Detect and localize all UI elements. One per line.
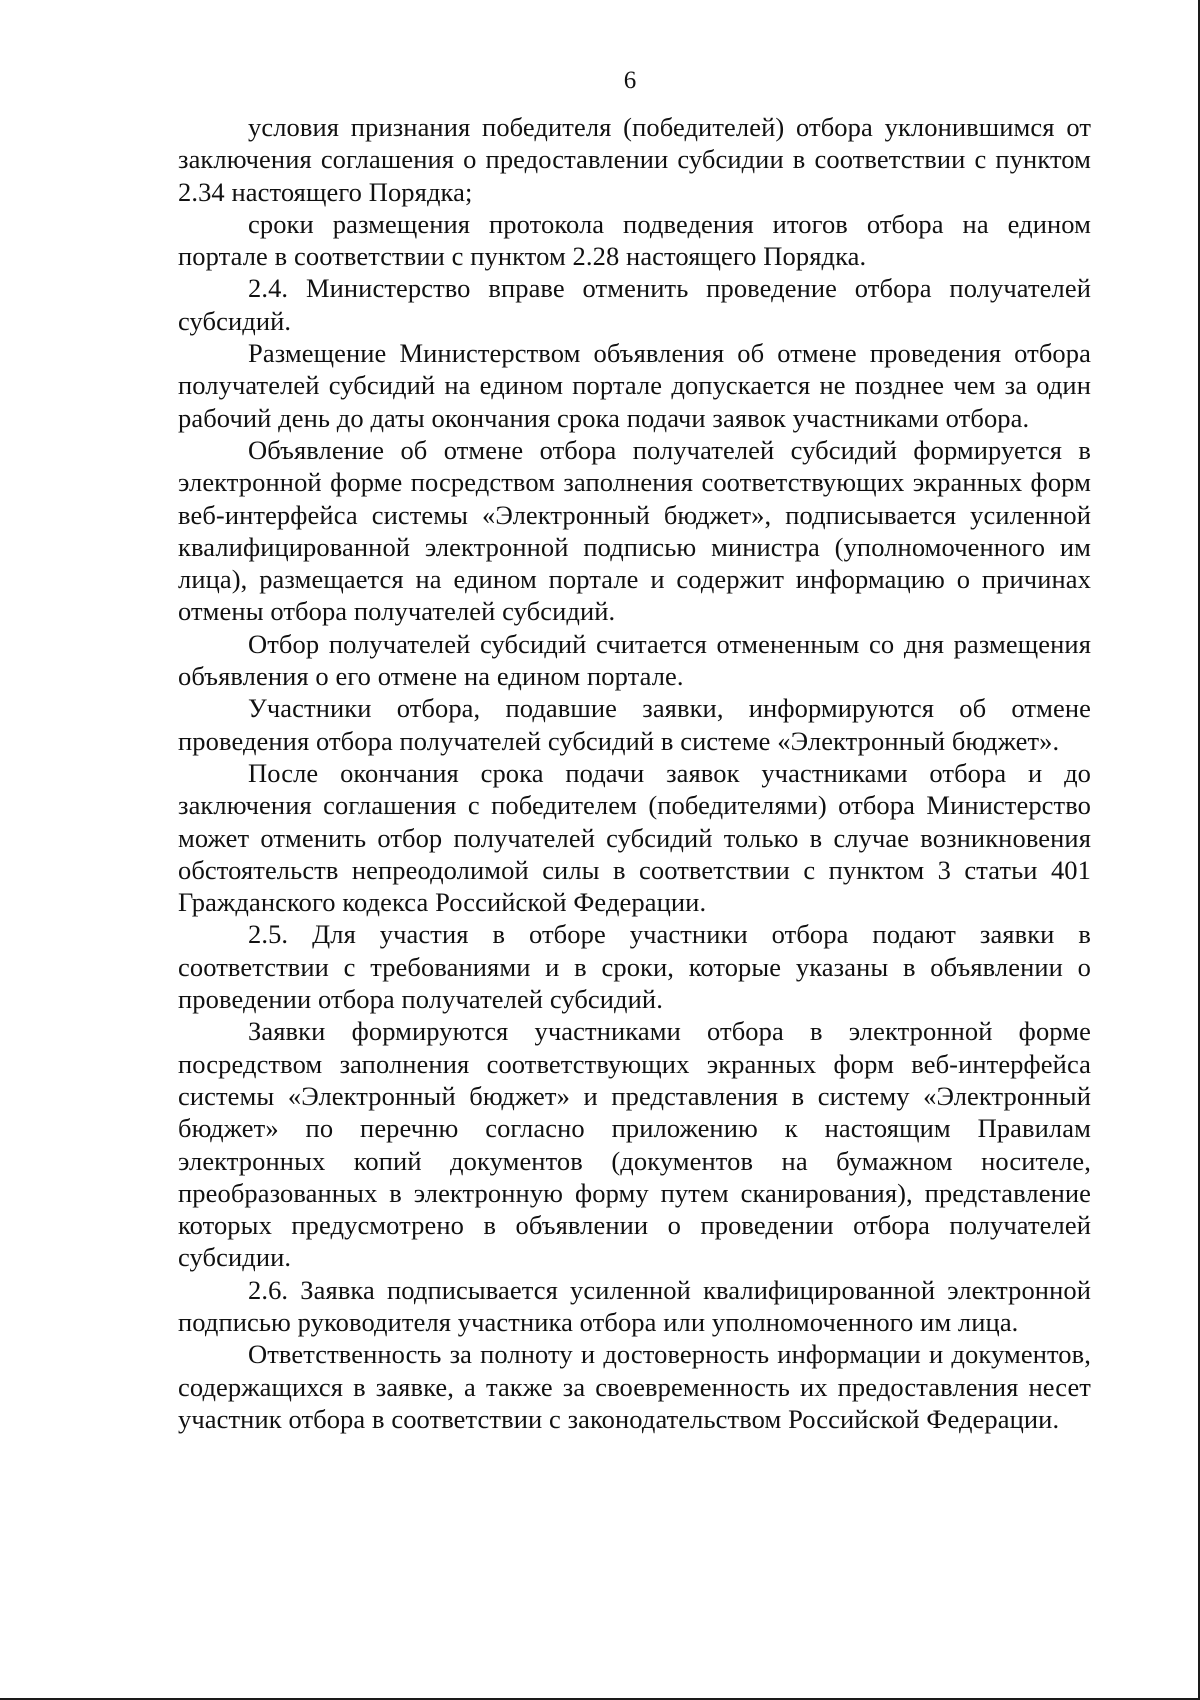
paragraph-cancellation-notice-placement: Размещение Министерством объявления об отмене проведения отбора получателей субсидий на едином портале допускается не позднее чем за один рабочий день до даты окончания срока подачи заявок участниками отбора. xyxy=(178,338,1091,433)
paragraph-cancellation-notice-form: Объявление об отмене отбора получателей субсидий формируется в электронной форме посредством заполнения соответствующих экранных форм веб-интерфейса системы «Электронный бюджет», подписывается усиленной квалифицированной электронной подписью министра (уполномоченного им лица), размещается на едином портале и содержит информацию о причинах отмены отбора получателей субсидий. xyxy=(178,434,1091,627)
document-body xyxy=(178,111,1091,1435)
page-number: 6 xyxy=(623,67,637,94)
paragraph-clause-2-4: 2.4. Министерство вправе отменить проведение отбора получателей субсидий. xyxy=(178,273,1091,336)
paragraph-responsibility: Ответственность за полноту и достоверность информации и документов, содержащихся в заявке, а также за своевременность их предоставления несет участник отбора в соответствии с законодательством Российской Федерации. xyxy=(178,1339,1091,1434)
paragraph-clause-2-5: 2.5. Для участия в отборе участники отбора подают заявки в соответствии с требованиями и в сроки, которые указаны в объявлении о проведении отбора получателей субсидий. xyxy=(178,919,1091,1015)
paragraph-applications-formation: Заявки формируются участниками отбора в электронной форме посредством заполнения соответствующих экранных форм веб-интерфейса системы «Электронный бюджет» и представления в систему «Электронный бюджет» по перечню согласно приложению к настоящим Правилам электронных копий документов (документов на бумажном носителе, преобразованных в электронную форму путем сканирования), представление которых предусмотрено в объявлении о проведении отбора получателей субсидии. xyxy=(178,1016,1091,1273)
paragraph-force-majeure: После окончания срока подачи заявок участниками отбора и до заключения соглашения с победителем (победителями) отбора Министерство может отменить отбор получателей субсидий только в случае возникновения обстоятельств непреодолимой силы в соответствии с пунктом 3 статьи 401 Гражданского кодекса Российской Федерации. xyxy=(178,757,1091,918)
paragraph-participants-informed: Участники отбора, подавшие заявки, информируются об отмене проведения отбора получателей субсидий в системе «Электронный бюджет». xyxy=(178,693,1091,756)
paragraph-cancellation-effective: Отбор получателей субсидий считается отмененным со дня размещения объявления о его отмене на едином портале. xyxy=(178,628,1091,692)
paragraph-clause-2-6: 2.6. Заявка подписывается усиленной квалифицированной электронной подписью руководителя участника отбора или уполномоченного им лица. xyxy=(178,1274,1091,1337)
paragraph-protocol-deadlines: сроки размещения протокола подведения итогов отбора на едином портале в соответствии с пунктом 2.28 настоящего Порядка. xyxy=(178,208,1091,272)
paragraph-conditions-evasion: условия признания победителя (победителей) отбора уклонившимся от заключения соглашения о предоставлении субсидии в соответствии с пунктом 2.34 настоящего Порядка; xyxy=(178,112,1091,207)
